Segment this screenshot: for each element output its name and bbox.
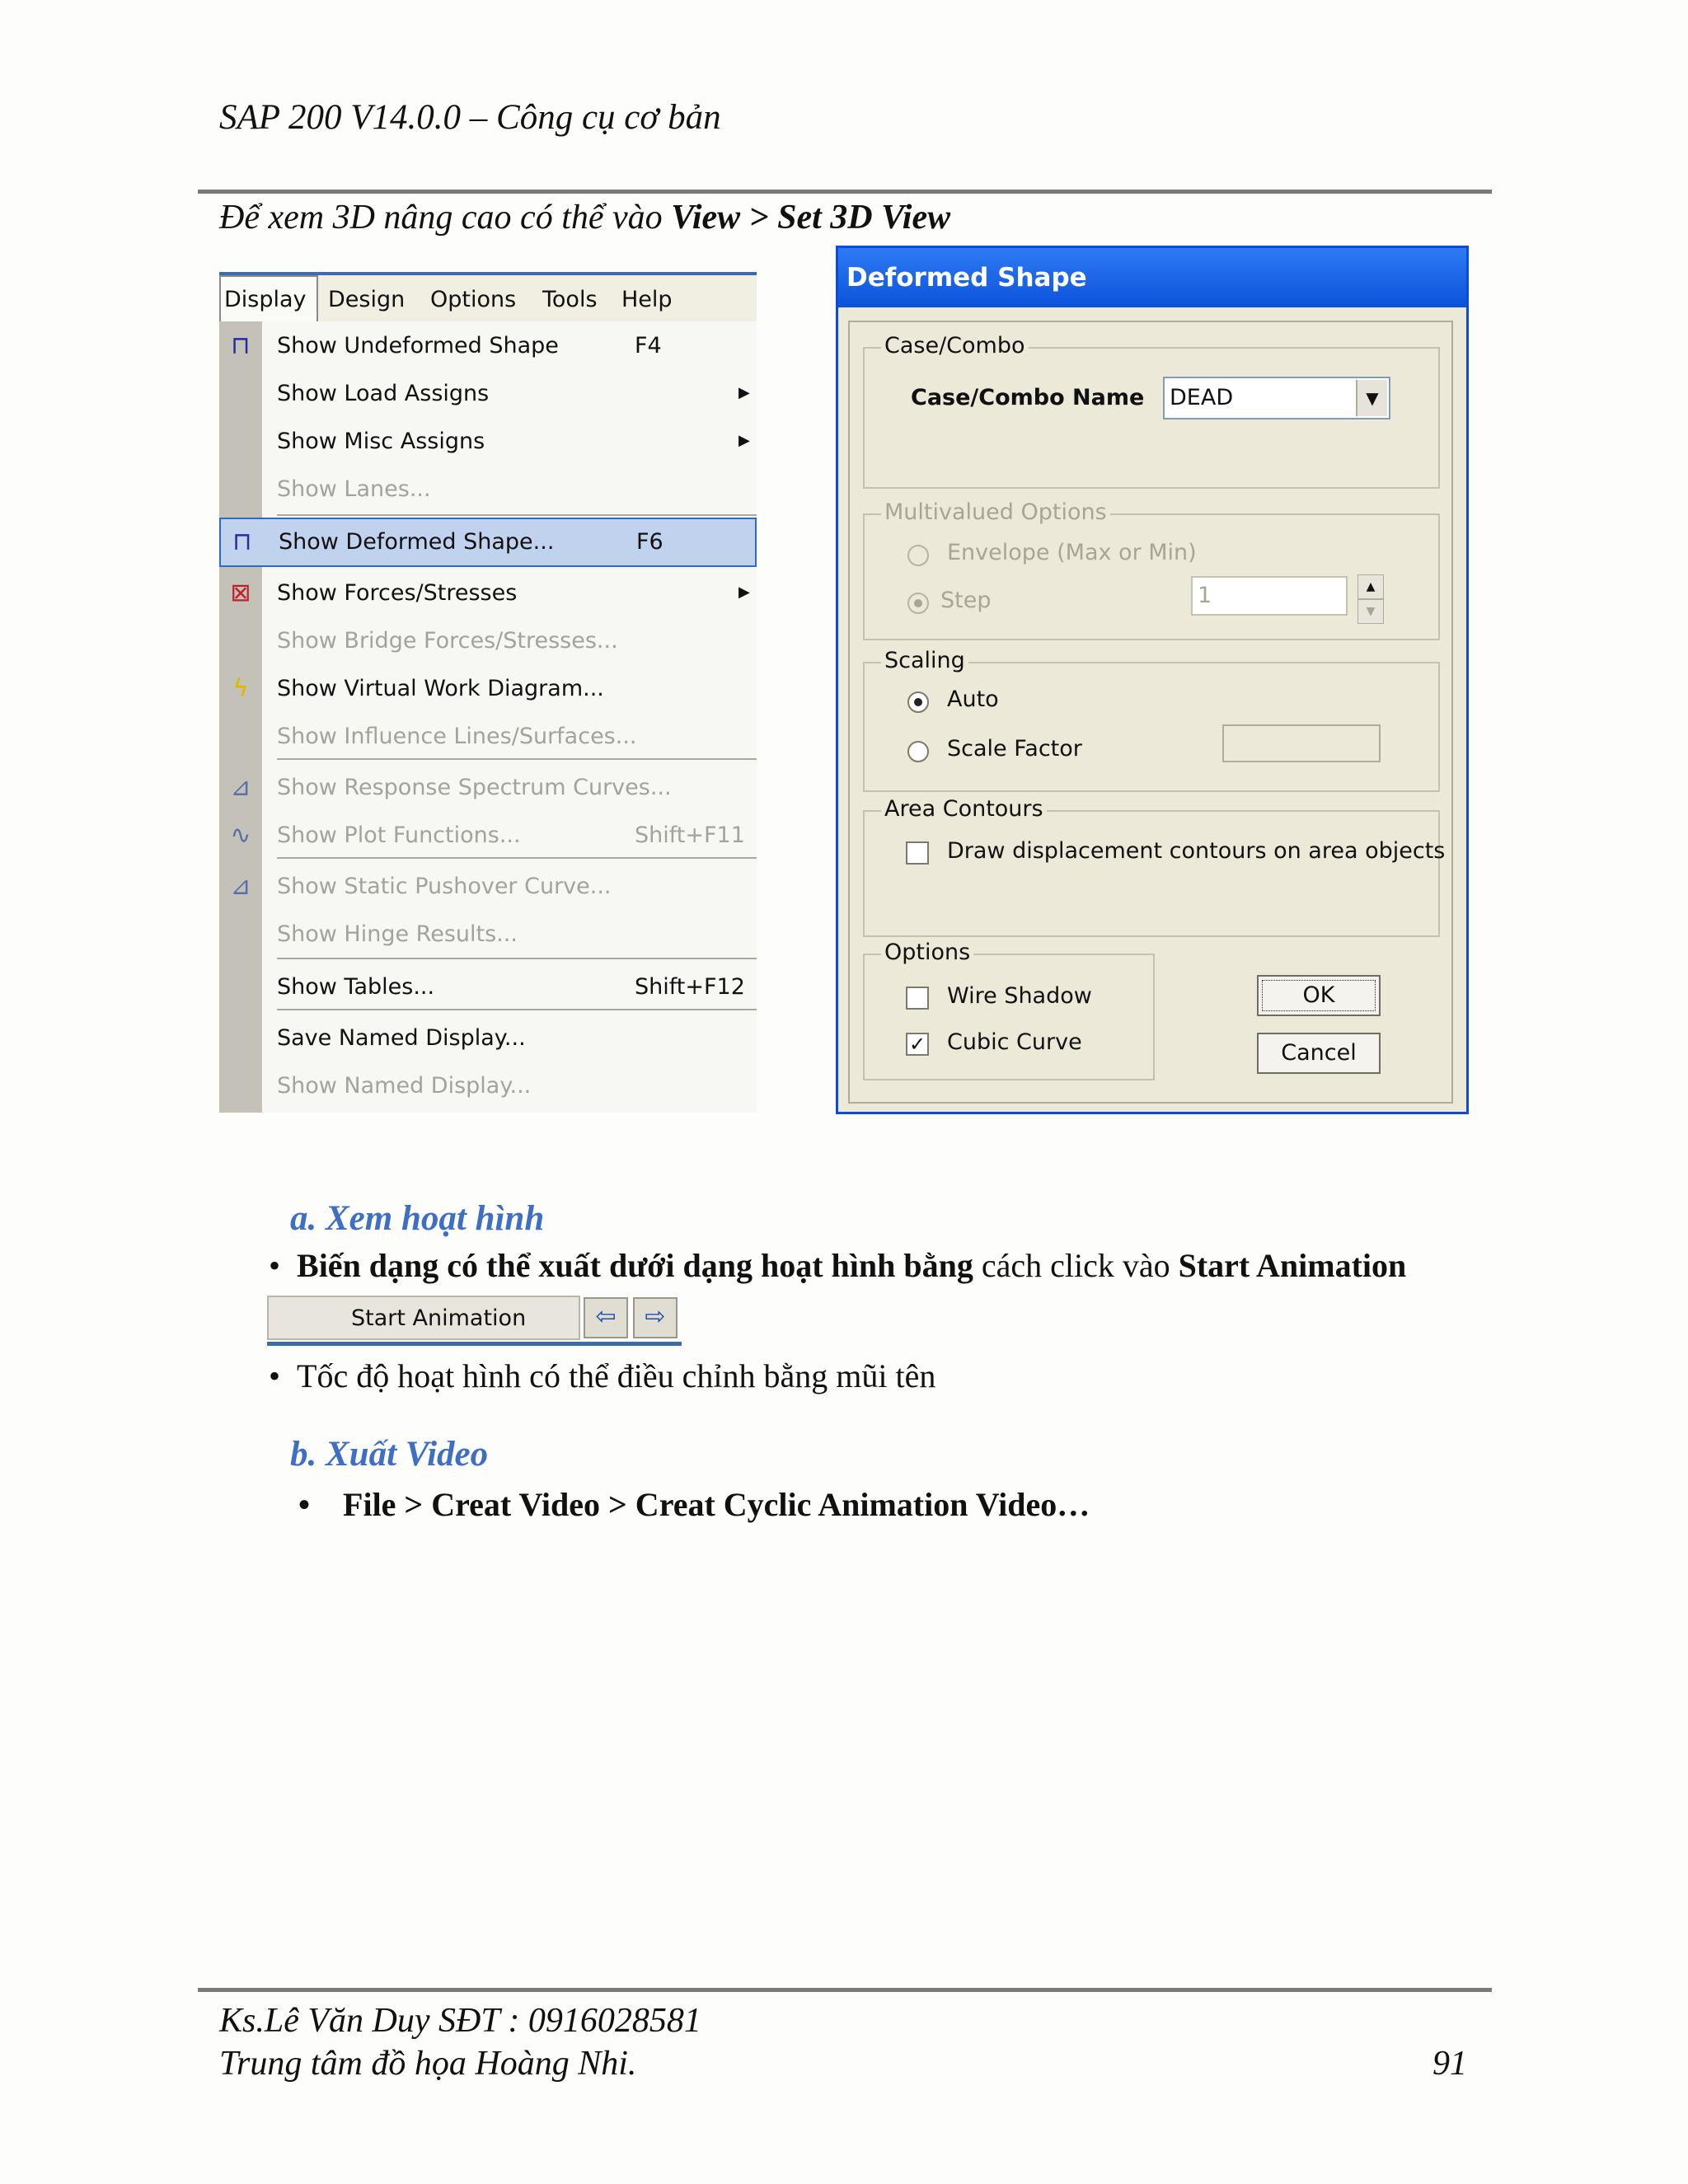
case-combo-group: Case/Combo Case/Combo Name DEAD ▼ [863, 347, 1440, 489]
menu-item-show-named-display[interactable]: Show Named Display... [277, 1073, 532, 1099]
ok-button[interactable]: OK [1257, 975, 1381, 1016]
toolbar-underline [267, 1342, 682, 1346]
multivalued-options-group: Multivalued Options Envelope (Max or Min) Step 1 ▲ ▼ [863, 513, 1440, 640]
menu-design[interactable]: Design [328, 287, 406, 312]
chevron-down-icon[interactable]: ▼ [1356, 380, 1387, 416]
header-rule [198, 190, 1492, 194]
submenu-arrow-icon: ▶ [738, 583, 750, 601]
footer-center: Trung tâm đồ họa Hoàng Nhi. [219, 2045, 637, 2083]
menu-item-pushover-curve[interactable]: ⊿ Show Static Pushover Curve... [219, 864, 757, 910]
dialog-body [848, 321, 1453, 1104]
section-a-bullet-1: • Biến dạng có thể xuất dưới dạng hoạt hình bằng cách click vào Start Animation [269, 1247, 1407, 1284]
spin-up-icon[interactable]: ▲ [1357, 574, 1384, 599]
menu-separator [277, 958, 757, 959]
forces-icon: ⊠ [230, 579, 251, 607]
section-b-heading: b. Xuất Video [290, 1435, 489, 1474]
options-group: Options Wire Shadow ✓ Cubic Curve [863, 954, 1155, 1080]
menu-item-lanes[interactable]: Show Lanes... [277, 476, 431, 502]
menu-separator [277, 1009, 757, 1010]
submenu-arrow-icon: ▶ [738, 384, 750, 401]
menu-item-forces-stresses[interactable]: ⊠ Show Forces/Stresses ▶ [219, 570, 757, 616]
menu-item-influence-lines[interactable]: Show Influence Lines/Surfaces... [277, 724, 637, 749]
dialog-title: Deformed Shape [846, 263, 1087, 293]
deformed-shape-dialog [836, 246, 1469, 1114]
case-combo-name-label: Case/Combo Name [911, 385, 1145, 410]
wire-shadow-checkbox[interactable] [906, 987, 929, 1010]
draw-contours-checkbox[interactable] [906, 841, 929, 865]
footer-rule [198, 1988, 1492, 1992]
plot-functions-icon: ∿ [230, 821, 251, 850]
intro-path: View > Set 3D View [671, 199, 951, 237]
lightning-icon: ϟ [232, 674, 249, 703]
menu-item-tables[interactable]: Show Tables... Shift+F12 [277, 974, 745, 1000]
undeformed-frame-icon: ⊓ [231, 331, 251, 360]
menu-item-misc-assigns[interactable]: Show Misc Assigns ▶ [277, 429, 750, 454]
menu-separator [277, 758, 757, 760]
submenu-arrow-icon: ▶ [738, 432, 750, 449]
menu-separator [277, 857, 757, 859]
scaling-group: Scaling Auto Scale Factor [863, 662, 1440, 792]
menu-tools[interactable]: Tools [542, 287, 598, 312]
menu-item-undeformed-shape[interactable]: ⊓ Show Undeformed Shape F4 [219, 323, 757, 369]
auto-radio[interactable] [907, 691, 929, 713]
section-a-heading: a. Xem hoạt hình [290, 1199, 545, 1238]
pushover-curve-icon: ⊿ [230, 872, 251, 901]
case-combo-select[interactable]: DEAD ▼ [1163, 377, 1390, 419]
step-radio[interactable] [907, 593, 929, 614]
envelope-radio[interactable] [907, 545, 929, 566]
spectrum-curve-icon: ⊿ [230, 773, 251, 802]
menu-bar [219, 272, 757, 321]
start-animation-toolbar [267, 1296, 682, 1345]
menu-item-deformed-shape[interactable]: ⊓ Show Deformed Shape... F6 [219, 518, 757, 567]
scale-factor-input[interactable] [1222, 724, 1381, 762]
cubic-curve-checkbox[interactable]: ✓ [906, 1033, 929, 1056]
menu-display[interactable]: Display [219, 275, 318, 321]
intro-line [219, 198, 950, 237]
menu-item-plot-functions[interactable]: ∿ Show Plot Functions... Shift+F11 [219, 813, 757, 859]
footer-contact: Ks.Lê Văn Duy SĐT : 0916028581 [219, 2002, 701, 2040]
section-b-bullet: • File > Creat Video > Creat Cyclic Animation Video… [298, 1486, 1090, 1523]
spin-down-icon[interactable]: ▼ [1357, 599, 1384, 624]
menu-item-save-named-display[interactable]: Save Named Display... [277, 1025, 526, 1051]
dialog-title-bar [838, 248, 1466, 307]
intro-text: Để xem 3D nâng cao có thể vào [219, 199, 672, 237]
scale-factor-radio[interactable] [907, 741, 929, 762]
start-animation-button[interactable]: Start Animation [267, 1296, 580, 1340]
area-contours-group: Area Contours Draw displacement contours on area objects [863, 810, 1440, 937]
menu-item-load-assigns[interactable]: Show Load Assigns ▶ [277, 381, 750, 406]
page-number: 91 [1432, 2045, 1467, 2083]
cancel-button[interactable]: Cancel [1257, 1033, 1381, 1074]
menu-item-bridge-forces[interactable]: Show Bridge Forces/Stresses... [277, 628, 618, 654]
arrow-right-icon[interactable]: ⇨ [633, 1297, 678, 1338]
display-menu-screenshot [219, 272, 757, 1113]
menu-item-virtual-work[interactable]: ϟ Show Virtual Work Diagram... [219, 666, 757, 712]
menu-separator [277, 514, 757, 516]
menu-help[interactable]: Help [621, 287, 673, 312]
menu-options[interactable]: Options [430, 287, 517, 312]
page-header: SAP 200 V14.0.0 – Công cụ cơ bản [219, 98, 721, 137]
deformed-frame-icon: ⊓ [232, 527, 252, 556]
arrow-left-icon[interactable]: ⇦ [584, 1297, 628, 1338]
step-input[interactable]: 1 [1191, 576, 1348, 616]
menu-item-response-spectrum[interactable]: ⊿ Show Response Spectrum Curves... [219, 765, 757, 811]
section-a-bullet-2: • Tốc độ hoạt hình có thể điều chỉnh bằng mũi tên [269, 1357, 936, 1394]
menu-item-hinge-results[interactable]: Show Hinge Results... [277, 921, 518, 947]
